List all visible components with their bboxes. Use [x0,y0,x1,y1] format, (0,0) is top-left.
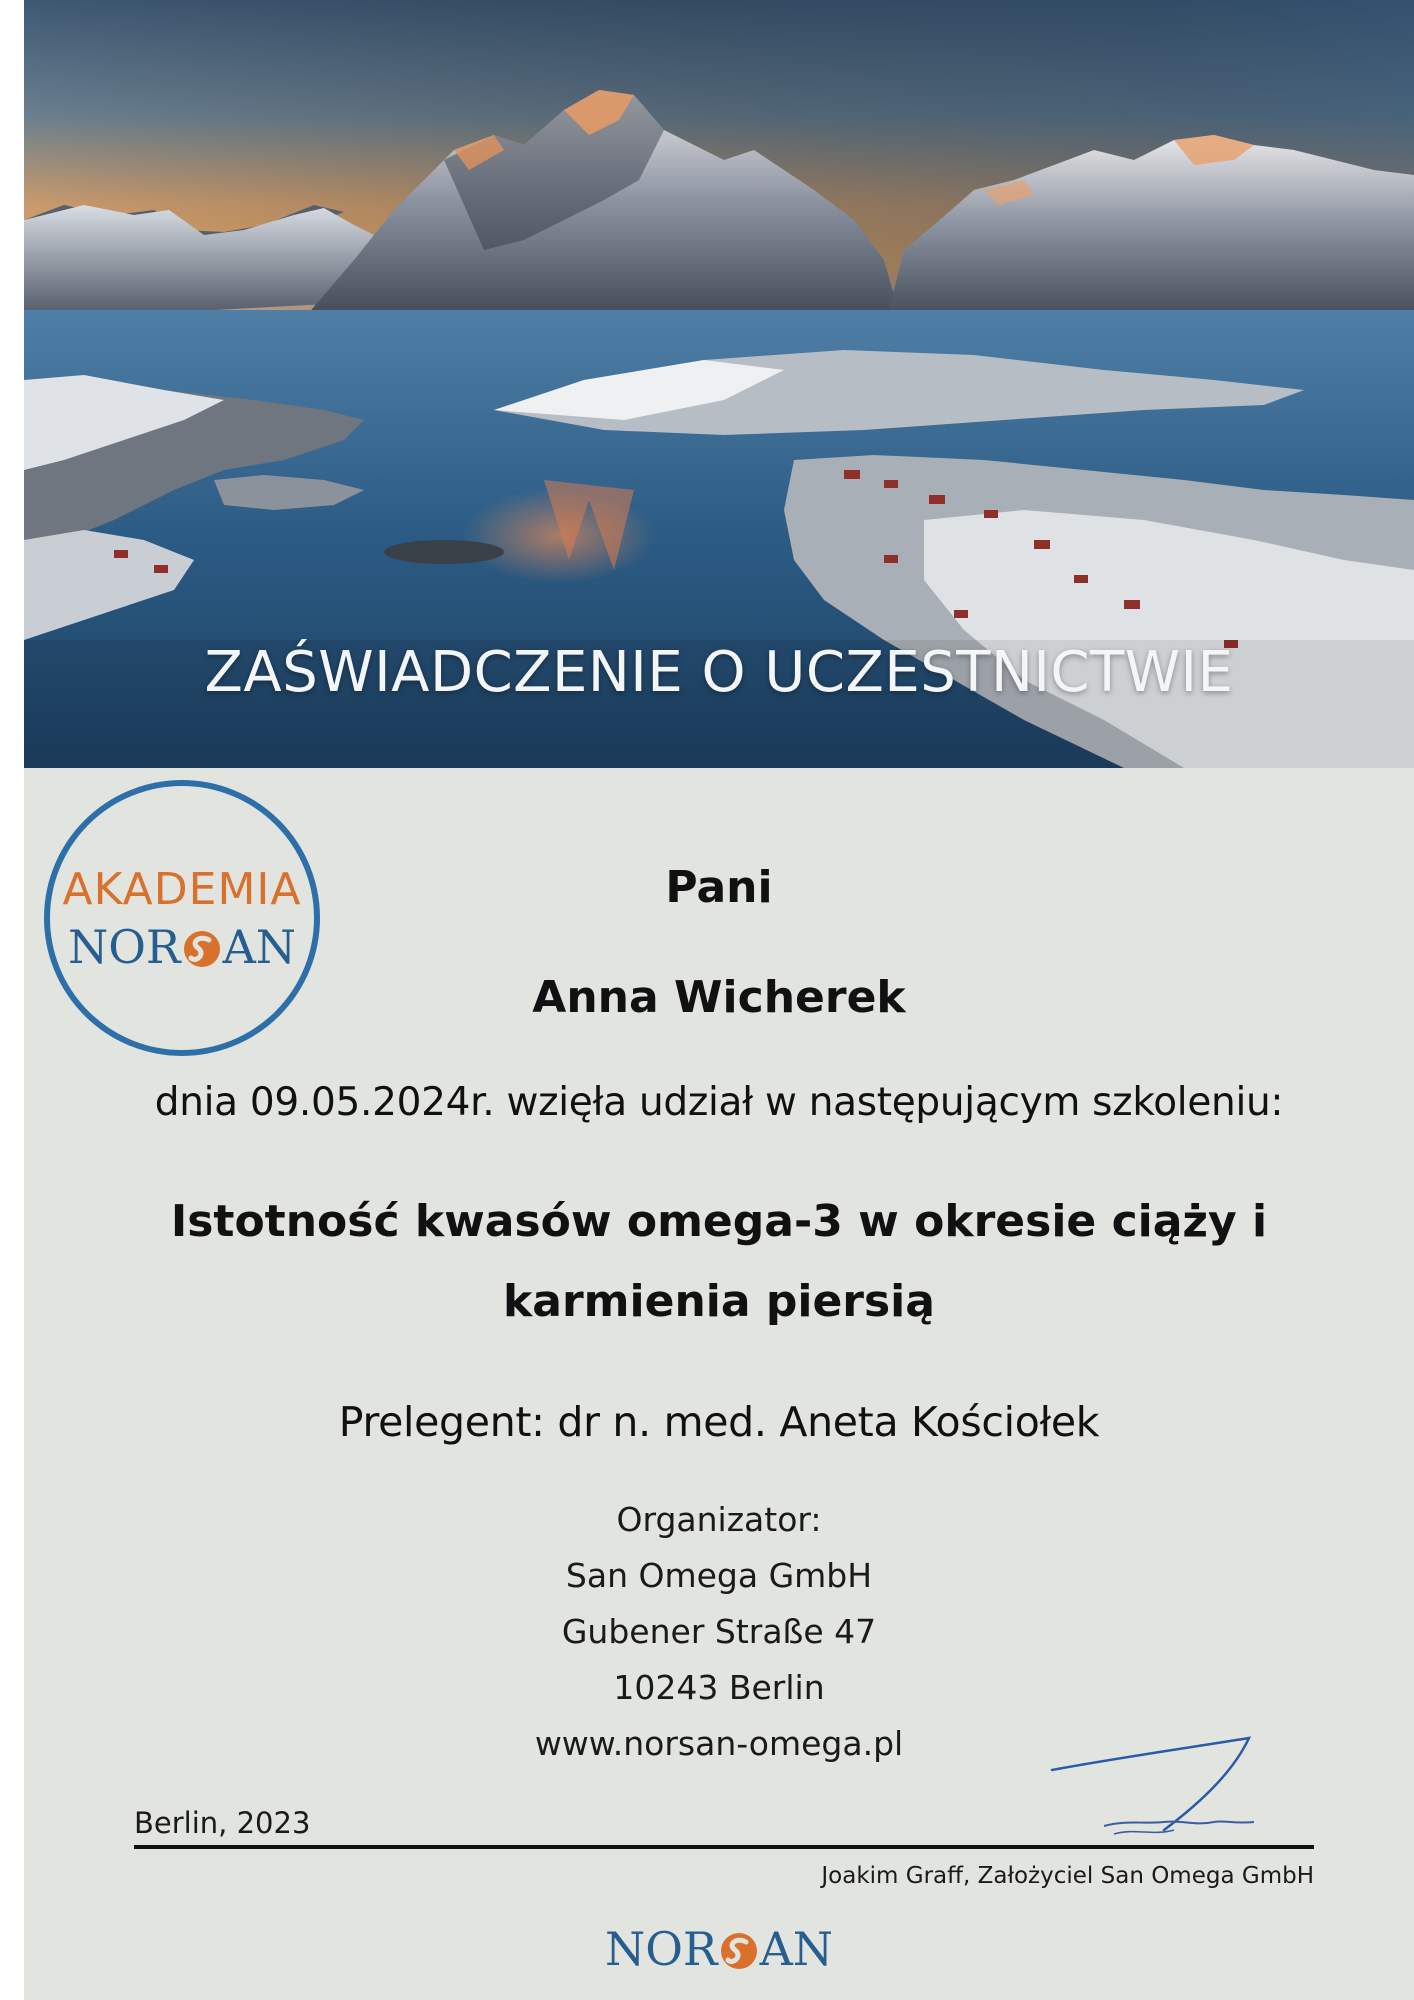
handwritten-signature [1044,1730,1274,1850]
logo-norsan-wordmark [50,920,314,980]
logo-brand-left: NOR [67,920,181,974]
course-title-line-1: Istotność kwasów omega-3 w okresie ciąży i [170,1196,1268,1247]
organizer-street: Gubener Straße 47 [561,1612,877,1651]
signer-caption: Joakim Graff, Założyciel San Omega GmbH [821,1863,1314,1889]
course-title-line-2: karmienia piersią [503,1276,935,1327]
logo-akademia-text: AKADEMIA [62,864,302,915]
place-and-date: Berlin, 2023 [134,1806,311,1840]
organizer-label: Organizator: [616,1500,822,1539]
organizer-city: 10243 Berlin [613,1668,825,1707]
speaker-line: Prelegent: dr n. med. Aneta Kościołek [338,1398,1100,1446]
signature-line-divider [134,1845,1314,1849]
footer-brand-left: NOR [604,1922,718,1976]
course-title [144,1182,1294,1342]
footer-brand-right: AN [759,1922,834,1976]
logo-brand-right: AN [222,920,297,974]
salutation: Pani [665,862,773,913]
certificate-sheet [24,0,1414,2000]
header-landscape-photo [24,0,1414,768]
footer-norsan-logo [24,1922,1414,1982]
recipient-name: Anna Wicherek [532,972,906,1023]
participation-line: dnia 09.05.2024r. wzięła udział w następującym szkoleniu: [154,1080,1284,1125]
norsan-s-drop-icon [719,1928,759,1982]
certificate-title: ZAŚWIADCZENIE O UCZESTNICTWIE [204,640,1234,705]
organizer-company: San Omega GmbH [565,1556,873,1595]
organizer-website: www.norsan-omega.pl [534,1724,904,1763]
